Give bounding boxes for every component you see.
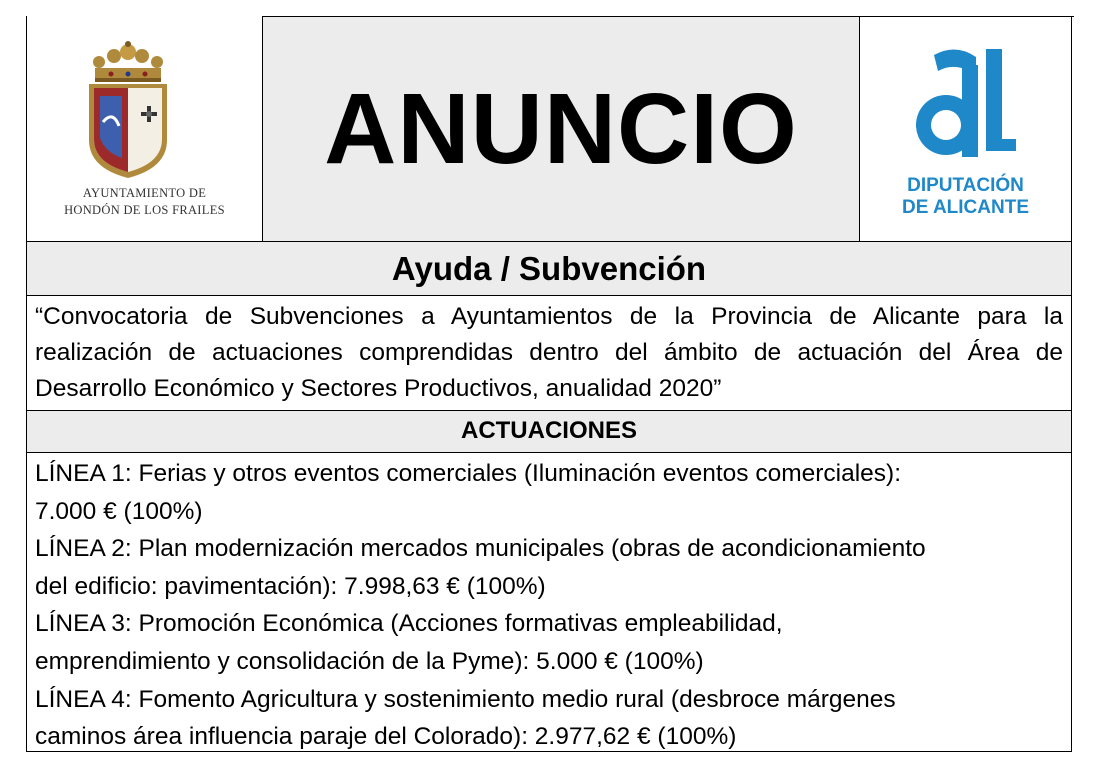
announcement-header (26, 16, 1072, 242)
diputacion-logo-icon (906, 45, 1026, 165)
actions-row (26, 453, 1072, 752)
actions-list (27, 453, 1071, 756)
page-title: ANUNCIO (324, 73, 798, 185)
municipality-logo-cell (26, 16, 263, 242)
coat-of-arms-icon (83, 40, 173, 180)
action-line-1-a: LÍNEA 1: Ferias y otros eventos comerciales (Iluminación eventos comerciales): (35, 460, 902, 487)
action-line-4-b: caminos área influencia paraje del Colorado): 2.977,62 € (100%) (35, 723, 737, 751)
action-line-4-a: LÍNEA 4: Fomento Agricultura y sostenimiento medio rural (desbroce márgenes (35, 685, 896, 713)
actions-heading-row (26, 411, 1072, 453)
title-cell (262, 16, 860, 242)
action-line-3-a: LÍNEA 3: Promoción Económica (Acciones formativas empleabilidad, (35, 610, 783, 638)
action-line-3-b: emprendimiento y consolidación de la Pyme): 5.000 € (100%) (35, 647, 704, 675)
action-line-2-a: LÍNEA 2: Plan modernización mercados municipales (obras de acondicionamiento (35, 535, 926, 563)
subtitle: Ayuda / Subvención (391, 250, 707, 287)
diputacion-caption-line2: DE ALICANTE (901, 197, 1030, 218)
diputacion-caption-line1: DIPUTACIÓN (907, 175, 1024, 196)
action-line-1-b: 7.000 € (100%) (35, 497, 203, 525)
subtitle-row (26, 242, 1072, 296)
diputacion-logo-cell (859, 16, 1072, 242)
municipality-caption-line2: HONDÓN DE LOS FRAILES (64, 203, 225, 217)
grant-description: “Convocatoria de Subvenciones a Ayuntamientos de la Provincia de Alicante para la realización de actuaciones comprendidas dentro del ámbito de actuación del Área de Desarrollo Económico y Sectores Productivos, anualidad 2020” (35, 303, 1063, 402)
actions-heading: ACTUACIONES (460, 417, 637, 444)
description-row (26, 296, 1072, 411)
action-line-2-b: del edificio: pavimentación): 7.998,63 € (100%) (35, 572, 546, 600)
municipality-caption-line1: AYUNTAMIENTO DE (82, 186, 207, 200)
